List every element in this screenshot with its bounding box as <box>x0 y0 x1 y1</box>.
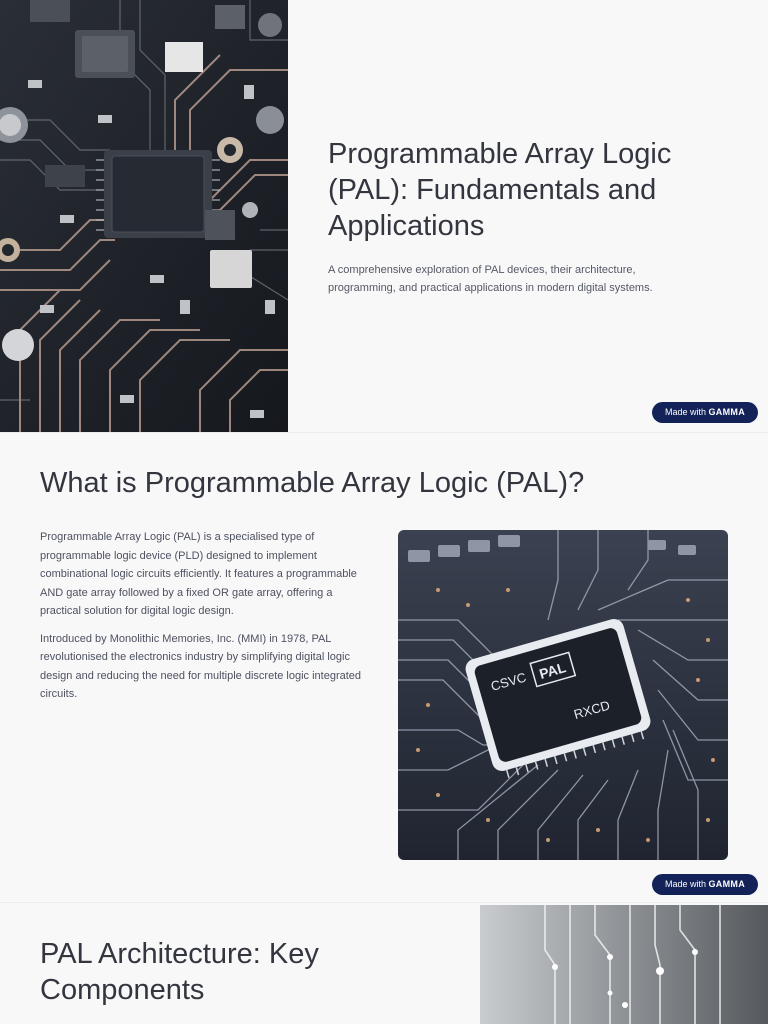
body-paragraph: Introduced by Monolithic Memories, Inc. (MMI) in 1978, PAL revolutionised the electronics industry by simplifying digital logic design and reducing the need for multiple discrete logic integrated circuits. <box>40 632 362 700</box>
slide-heading: PAL Architecture: Key Components <box>40 938 319 1006</box>
slide-heading: What is Programmable Array Logic (PAL)? <box>40 467 585 499</box>
body-paragraph: Programmable Array Logic (PAL) is a specialised type of programmable logic device (PLD) designed to implement combinational logic circuits efficiently. It features a programmable AND gate array followed by a fixed OR gate array, offering a practical solution for digital logic design. <box>40 531 357 617</box>
circuit-board-image <box>0 0 288 433</box>
badge-prefix: Made with <box>664 407 706 417</box>
gamma-logo: GAMMA <box>708 407 745 417</box>
title-slide <box>0 0 768 433</box>
definition-slide <box>0 433 768 903</box>
chip-marking: PAL <box>537 659 568 682</box>
made-with-gamma-badge[interactable] <box>652 874 758 895</box>
chip-marking: RXCD <box>572 697 612 723</box>
presentation-title: Programmable Array Logic (PAL): Fundamentals and Applications <box>328 138 672 242</box>
badge-prefix: Made with <box>664 879 706 889</box>
architecture-slide <box>0 903 768 1024</box>
presentation-subtitle: A comprehensive exploration of PAL devices, their architecture, programming, and practical applications in modern digital systems. <box>328 264 653 294</box>
made-with-gamma-badge[interactable] <box>652 402 758 423</box>
pal-chip-image <box>398 530 728 860</box>
circuit-trace-image <box>480 905 768 1024</box>
gamma-logo: GAMMA <box>708 879 745 889</box>
slide-body <box>40 528 362 713</box>
chip-marking: CSVC <box>489 669 528 694</box>
